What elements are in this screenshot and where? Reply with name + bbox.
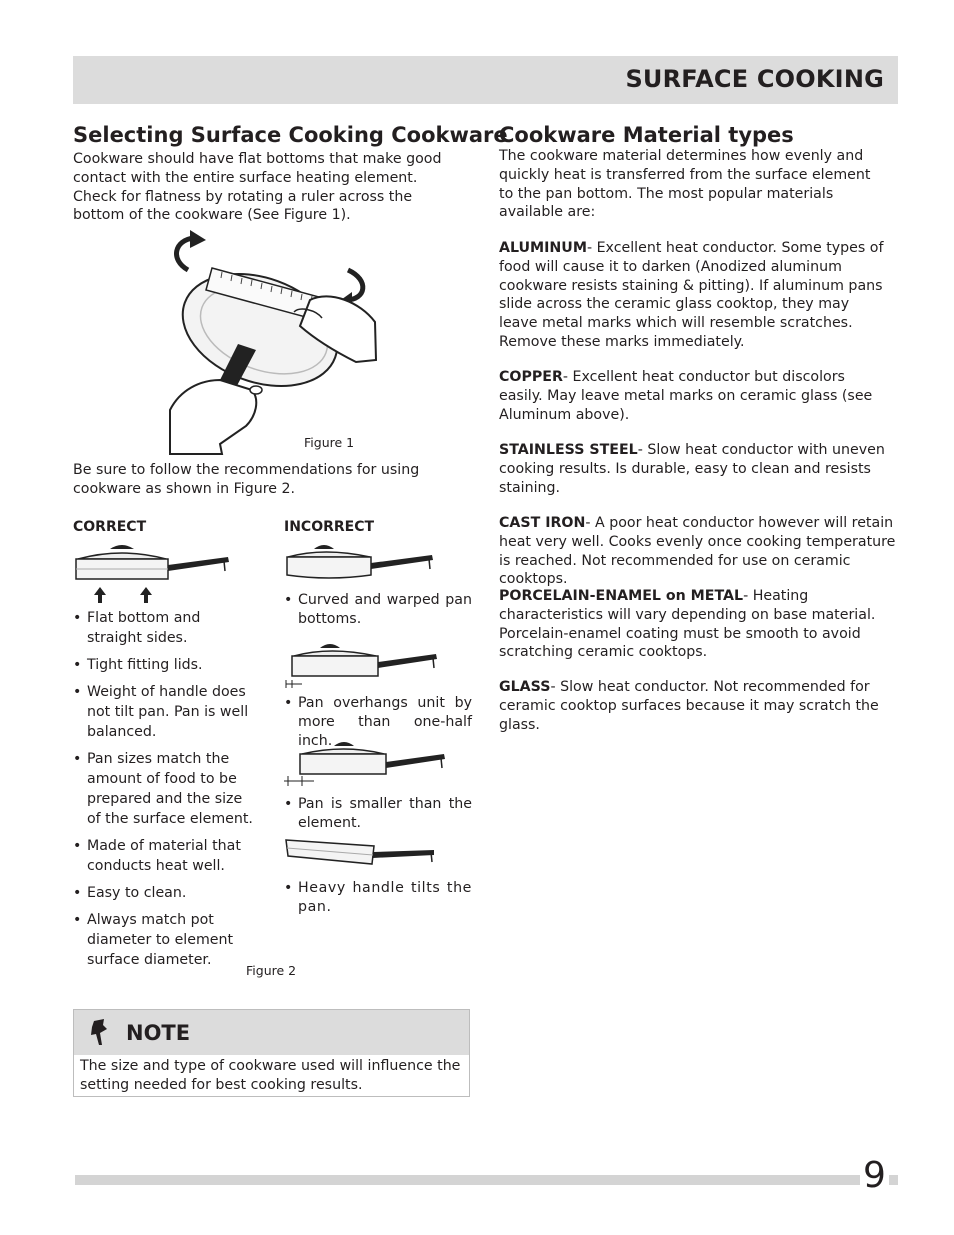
left-intro: Cookware should have flat bottoms that make good contact with the entire surface heating element. Check for flatness by rotating a ruler across the bottom of the cookware (See Figure 1). — [73, 151, 442, 224]
material-stainless-steel — [499, 441, 891, 497]
material-aluminum — [499, 239, 884, 352]
list-item: • Pan sizes match the amount of food to be prepared and the size of the surface element. — [73, 749, 259, 829]
material-desc: - Slow heat conductor with uneven cooking results. Is durable, easy to clean and resists staining. — [499, 442, 885, 496]
figure1-illustration — [160, 230, 390, 455]
correct-list — [73, 608, 259, 977]
section-title: SURFACE COOKING — [625, 65, 884, 93]
incorrect-item-smaller: • Pan is smaller than the element. — [284, 795, 472, 833]
material-name: COPPER — [499, 369, 563, 385]
correct-heading: CORRECT — [73, 519, 147, 535]
section-header — [73, 56, 898, 104]
material-name: STAINLESS STEEL — [499, 442, 638, 458]
list-item: • Made of material that conducts heat well. — [73, 836, 259, 876]
left-heading: Selecting Surface Cooking Cookware — [73, 123, 508, 147]
note-title: NOTE — [126, 1021, 191, 1045]
material-desc: - A poor heat conductor however will retain heat very well. Cooks evenly once cooking temperature is reached. Not recommended for use on ceramic cooktops. — [499, 515, 896, 588]
material-glass — [499, 678, 884, 734]
list-item: • Easy to clean. — [73, 883, 259, 903]
right-intro: The cookware material determines how evenly and quickly heat is transferred from the surface element to the pan bottom. The most popular materials available are: — [499, 148, 871, 221]
material-desc: - Heating characteristics will vary depending on base material. Porcelain-enamel coating must be smooth to avoid scratching ceramic cooktops. — [499, 588, 876, 661]
incorrect-item-warped: • Curved and warped pan bottoms. — [284, 591, 472, 629]
note-header — [74, 1010, 469, 1055]
material-desc: - Excellent heat conductor. Some types of food will cause it to darken (Anodized aluminum cookware resists staining & pitting). If aluminum pans slide across the ceramic glass cooktop, they may leave metal marks which will resemble scratches. Remove these marks immediately. — [499, 240, 884, 350]
material-desc: - Excellent heat conductor but discolors easily. May leave metal marks on ceramic glass (see Aluminum above). — [499, 369, 873, 423]
overhang-pan-illustration — [284, 640, 444, 690]
right-heading: Cookware Material types — [499, 123, 794, 147]
note-box — [73, 1009, 470, 1097]
material-name: PORCELAIN-ENAMEL on METAL — [499, 588, 744, 604]
small-pan-illustration — [284, 738, 449, 788]
tilted-pan-illustration — [284, 836, 444, 872]
material-cast-iron — [499, 514, 899, 589]
material-name: GLASS — [499, 679, 551, 695]
note-text: The size and type of cookware used will influence the setting needed for best cooking results. — [80, 1058, 461, 1093]
figure2-caption: Figure 2 — [246, 963, 297, 978]
list-item: • Tight fitting lids. — [73, 655, 259, 675]
list-item: • Always match pot diameter to element surface diameter. — [73, 910, 259, 970]
incorrect-item-overhang: • Pan overhangs unit by more than one-half inch. — [284, 694, 472, 751]
material-name: ALUMINUM — [499, 240, 587, 256]
pushpin-icon — [90, 1019, 112, 1047]
list-item: • Weight of handle does not tilt pan. Pan is well balanced. — [73, 682, 259, 742]
material-desc: - Slow heat conductor. Not recommended for ceramic cooktop surfaces because it may scratch the glass. — [499, 679, 879, 733]
correct-pan-illustration — [72, 541, 237, 607]
incorrect-heading: INCORRECT — [284, 519, 375, 535]
material-copper — [499, 368, 891, 424]
footer-bar — [75, 1175, 898, 1185]
list-item: • Flat bottom and straight sides. — [73, 608, 259, 648]
left-follow-text: Be sure to follow the recommendations for using cookware as shown in Figure 2. — [73, 462, 420, 497]
page-number: 9 — [860, 1156, 889, 1196]
figure1-caption: Figure 1 — [304, 435, 355, 450]
material-name: CAST IRON — [499, 515, 586, 531]
incorrect-item-heavy-handle: • Heavy handle tilts the pan. — [284, 879, 472, 917]
material-porcelain-enamel — [499, 587, 884, 662]
warped-pan-illustration — [284, 541, 444, 586]
